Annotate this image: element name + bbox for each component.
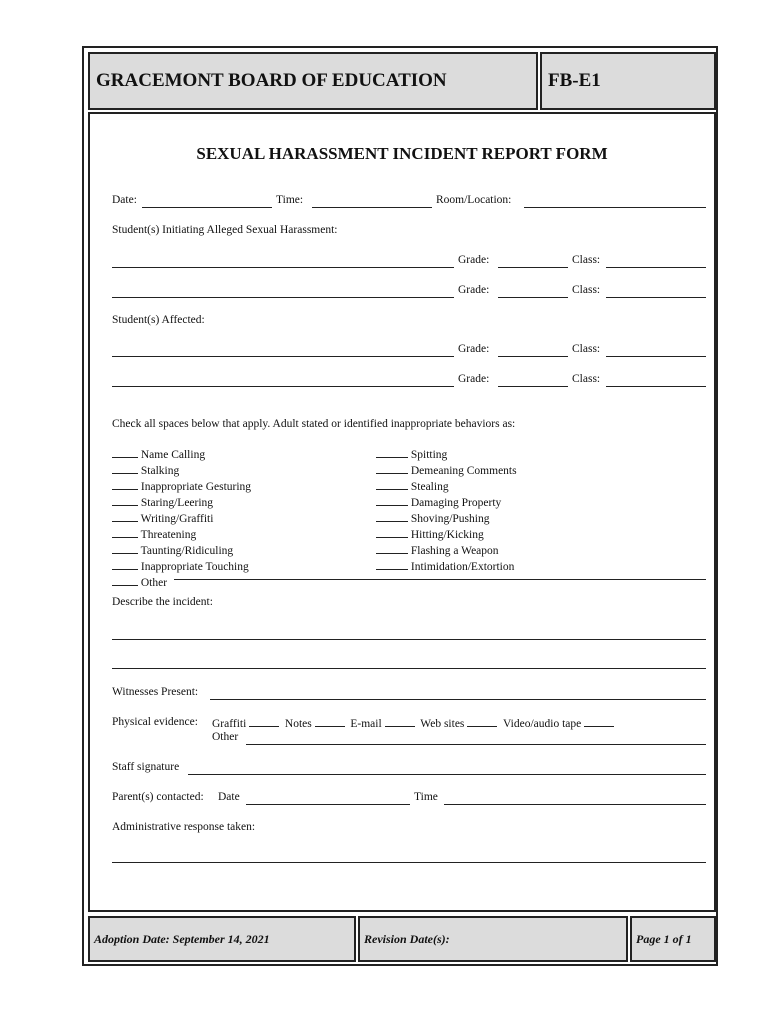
initiating-label: Student(s) Initiating Alleged Sexual Harassment: [112,224,338,236]
evidence-items [212,716,614,730]
class-field[interactable] [606,297,706,298]
date-label: Date: [112,194,137,206]
evidence-other-field[interactable] [246,744,706,745]
behavior-item-spitting[interactable]: Spitting [376,447,517,463]
parents-date-label: Date [218,791,240,803]
evidence-video-audio-checkbox[interactable] [584,716,614,727]
witnesses-field[interactable] [210,699,706,700]
behavior-checkbox [112,559,138,570]
behavior-checkbox [112,479,138,490]
form-body [88,112,716,912]
evidence-other-label: Other [212,731,239,743]
parents-time-label: Time [414,791,438,803]
physical-evidence-label: Physical evidence: [112,716,198,728]
behavior-item-inappropriate-gesturing[interactable]: Inappropriate Gesturing [112,479,251,495]
behavior-item-damaging-property[interactable]: Damaging Property [376,495,517,511]
behavior-item-staring-leering[interactable]: Staring/Leering [112,495,251,511]
time-field[interactable] [312,207,432,208]
behavior-checkbox [112,511,138,522]
behavior-item-threatening[interactable]: Threatening [112,527,251,543]
class-field[interactable] [606,356,706,357]
evidence-graffiti-checkbox[interactable] [249,716,279,727]
behavior-checkbox [112,575,138,586]
staff-signature-field[interactable] [188,774,706,775]
behavior-item-flashing-weapon[interactable]: Flashing a Weapon [376,543,517,559]
time-label: Time: [276,194,304,206]
behavior-checkbox [112,527,138,538]
form-title: SEXUAL HARASSMENT INCIDENT REPORT FORM [196,144,608,163]
behaviors-left-list [112,447,251,591]
evidence-web-sites-checkbox[interactable] [467,716,497,727]
form-frame [82,46,718,966]
grade-field[interactable] [498,386,568,387]
behaviors-right-list [376,447,517,575]
evidence-email: E-mail [350,718,382,730]
behavior-item-intimidation-extortion[interactable]: Intimidation/Extortion [376,559,517,575]
grade-label: Grade: [458,284,490,296]
behavior-item-name-calling[interactable]: Name Calling [112,447,251,463]
behavior-item-other[interactable]: Other [112,575,251,591]
behavior-item-stalking[interactable]: Stalking [112,463,251,479]
initiating-student-1-field[interactable] [112,267,454,268]
affected-student-2-field[interactable] [112,386,454,387]
grade-field[interactable] [498,267,568,268]
witnesses-label: Witnesses Present: [112,686,199,698]
evidence-email-checkbox[interactable] [385,716,415,727]
evidence-notes-checkbox[interactable] [315,716,345,727]
behavior-checkbox [376,463,408,474]
behavior-checkbox [376,511,408,522]
parents-contacted-label: Parent(s) contacted: [112,791,204,803]
behavior-checkbox [376,527,408,538]
class-label: Class: [572,284,601,296]
policy-code: FB-E1 [540,52,716,110]
adoption-date: Adoption Date: September 14, 2021 [88,916,356,962]
staff-signature-label: Staff signature [112,761,180,773]
parents-time-field[interactable] [444,804,706,805]
describe-label: Describe the incident: [112,596,213,608]
page-number: Page 1 of 1 [630,916,716,962]
behavior-checkbox [376,495,408,506]
class-field[interactable] [606,267,706,268]
class-label: Class: [572,343,601,355]
behavior-item-taunting-ridiculing[interactable]: Taunting/Ridiculing [112,543,251,559]
behavior-checkbox [112,543,138,554]
grade-field[interactable] [498,297,568,298]
initiating-student-2-field[interactable] [112,297,454,298]
evidence-web-sites: Web sites [420,718,465,730]
board-title: GRACEMONT BOARD OF EDUCATION [88,52,538,110]
behavior-checkbox [112,495,138,506]
describe-field-line-1[interactable] [112,639,706,640]
describe-field-line-2[interactable] [112,668,706,669]
parents-date-field[interactable] [246,804,410,805]
behavior-item-inappropriate-touching[interactable]: Inappropriate Touching [112,559,251,575]
room-field[interactable] [524,207,706,208]
behavior-checkbox [376,559,408,570]
affected-label: Student(s) Affected: [112,314,205,326]
behavior-item-writing-graffiti[interactable]: Writing/Graffiti [112,511,251,527]
evidence-video-audio: Video/audio tape [503,718,582,730]
class-label: Class: [572,254,601,266]
behavior-item-hitting-kicking[interactable]: Hitting/Kicking [376,527,517,543]
behavior-other-field[interactable] [174,579,706,580]
revision-dates: Revision Date(s): [358,916,628,962]
grade-label: Grade: [458,343,490,355]
evidence-notes: Notes [284,718,312,730]
affected-student-1-field[interactable] [112,356,454,357]
behavior-checkbox [376,479,408,490]
check-instructions: Check all spaces below that apply. Adult stated or identified inappropriate behaviors as: [112,418,516,430]
admin-response-label: Administrative response taken: [112,821,256,833]
grade-field[interactable] [498,356,568,357]
evidence-graffiti: Graffiti [212,718,247,730]
behavior-item-shoving-pushing[interactable]: Shoving/Pushing [376,511,517,527]
behavior-checkbox [112,447,138,458]
class-field[interactable] [606,386,706,387]
behavior-checkbox [376,543,408,554]
grade-label: Grade: [458,373,490,385]
date-field[interactable] [142,207,272,208]
behavior-checkbox [376,447,408,458]
behavior-item-stealing[interactable]: Stealing [376,479,517,495]
room-label: Room/Location: [436,194,512,206]
behavior-checkbox [112,463,138,474]
grade-label: Grade: [458,254,490,266]
admin-response-field[interactable] [112,862,706,863]
class-label: Class: [572,373,601,385]
behavior-item-demeaning-comments[interactable]: Demeaning Comments [376,463,517,479]
